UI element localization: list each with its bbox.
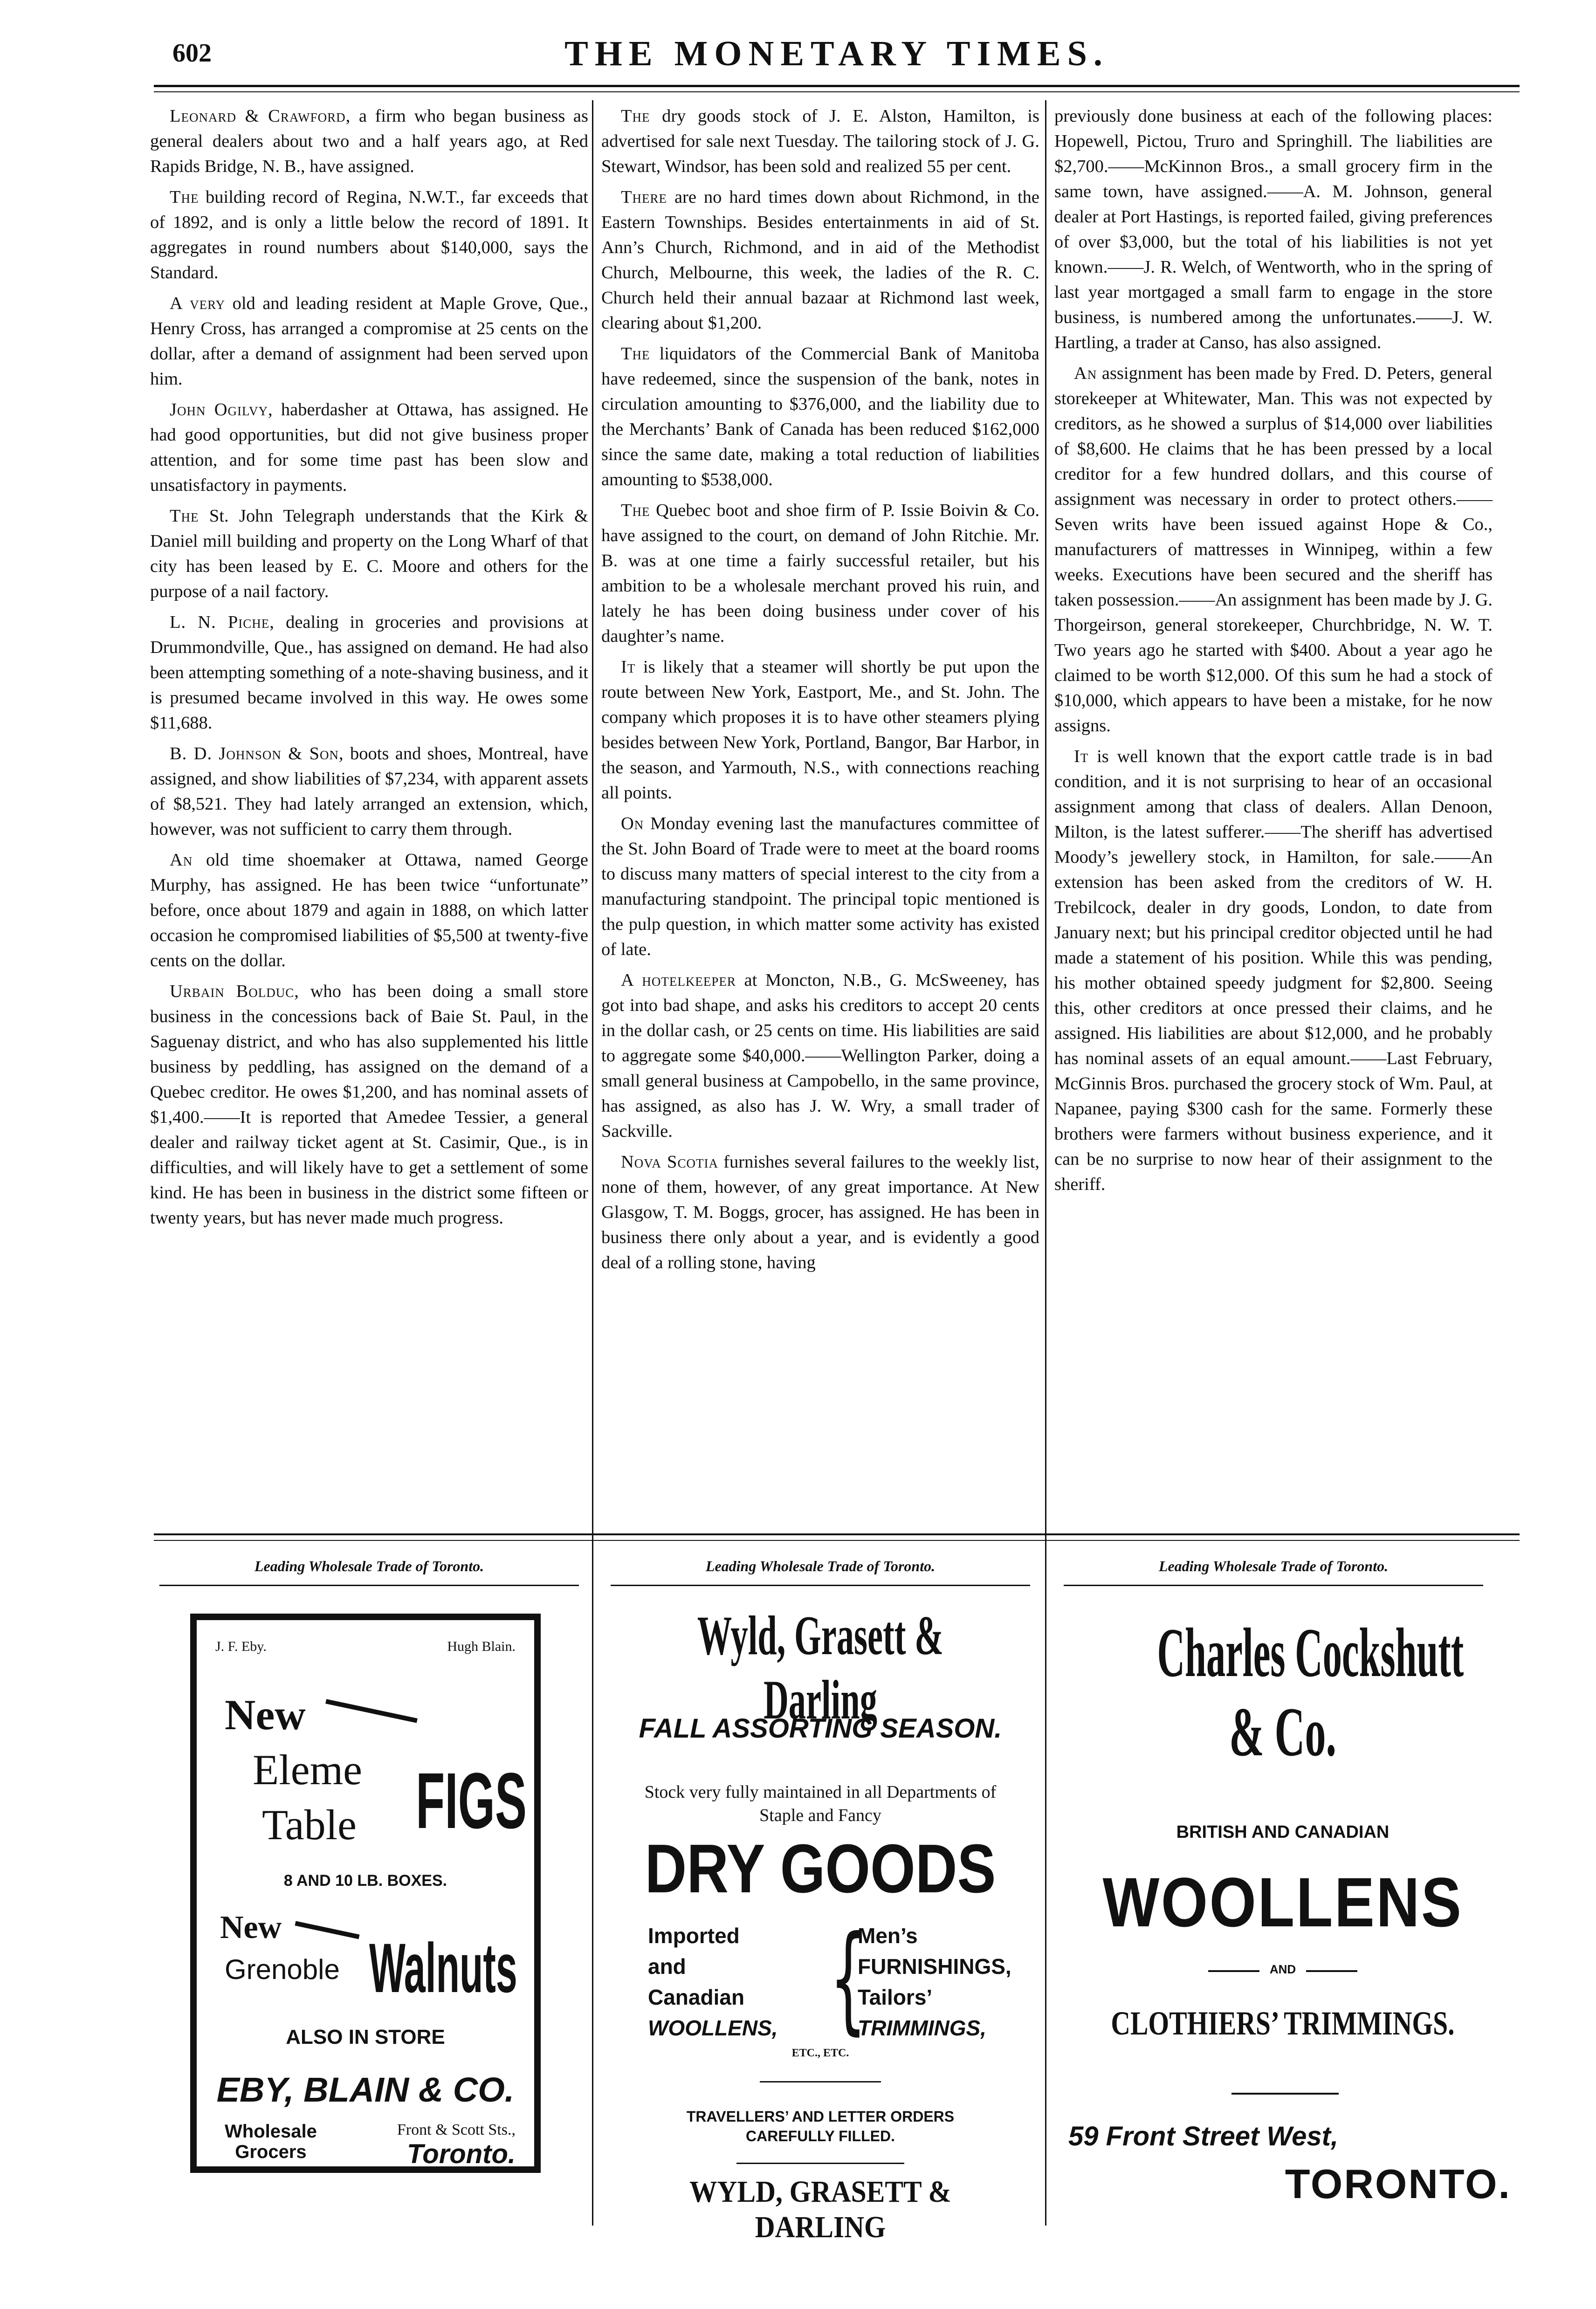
- article-paragraph: [150, 979, 588, 1230]
- left-item: Imported: [648, 1924, 740, 1948]
- firm-address: 59 Front Street West,: [1068, 2121, 1339, 2151]
- ad-label: Leading Wholesale Trade of Toronto.: [1158, 1558, 1389, 1574]
- word-grenoble: Grenoble: [225, 1954, 340, 1985]
- article-paragraph: [601, 1149, 1039, 1275]
- woollens-heading: WOOLLENS: [1102, 1863, 1463, 1941]
- paragraph-text: furnishes several failures to the weekly list, none of them, however, of any great importance. At New Glasgow, T. M. Boggs, grocer, has assigned. He has been in business there only about a year, and is evidently a good deal of a rolling stone, having: [601, 1152, 1039, 1272]
- paragraph-text: are no hard times down about Richmond, in the Eastern Townships. Besides entertainments in aid of St. Ann’s Church, Richmond, and in aid of the Methodist Church, Melbourne, this week, the ladies of the R. C. Church held their annual bazaar at Richmond last week, clearing about $1,200.: [601, 187, 1039, 333]
- page-header: [154, 34, 1520, 76]
- paragraph-lead: It: [1074, 747, 1089, 766]
- firm-address: Front & Scott Sts.,: [397, 2121, 516, 2138]
- divider-rule: [1231, 2093, 1339, 2095]
- paragraph-text: boots and shoes, Montreal, have assigned, and show liabilities of $7,234, with apparent assets of $8,521. They had lately arranged an extension, which, however, was not sufficient to carry them through.: [150, 744, 588, 839]
- firm-name: Wyld, Grasett & Darling: [697, 1604, 944, 1731]
- firm-name: EBY, BLAIN & CO.: [216, 2070, 515, 2109]
- article-paragraph: [150, 103, 588, 179]
- word-new: New: [225, 1691, 306, 1739]
- word-table: Table: [262, 1801, 357, 1849]
- trimmings-heading: CLOTHIERS’ TRIMMINGS.: [1111, 2005, 1455, 2042]
- paragraph-text: building record of Regina, N.W.T., far exceeds that of 1892, and is only a little below the record of 1891. It aggregates in round numbers about $140,000, says the Standard.: [150, 187, 588, 282]
- also-in-store: ALSO IN STORE: [286, 2026, 445, 2048]
- column-2: [601, 103, 1039, 1281]
- divider-rule: [760, 2081, 881, 2082]
- paragraph-text: Quebec boot and shoe firm of P. Issie Boivin & Co. have assigned to the court, on demand of John Ritchie. Mr. B. was at one time a fairly successful retailer, but his ambition to be a wholesale merchant proved his ruin, and lately he has been doing business under cover of his daughter’s name.: [601, 501, 1039, 646]
- masthead: THE MONETARY TIMES.: [564, 34, 1109, 73]
- paragraph-text: assignment has been made by Fred. D. Peters, general storekeeper at Whitewater, Man. This was not expected by creditors, as he showed a surplus of $14,000 over liabilities of $8,600. He claims that he has been pressed by a local creditor for a few hundred dollars, and this course of assignment was necessary in order to protect others.——Seven writs have been issued against Hope & Co., manufacturers of mattresses in Winnipeg, within a few weeks. Executions have been secured and the sheriff has taken possession.——An assignment has been made by J. G. Thorgeirson, general storekeeper, Churchbridge, N. W. T. Two years ago he started with $400. About a year ago he claimed to be worth $12,000. Of this sum he had a stock of $10,000, which appears to have been a mistake, for he now assigns.: [1054, 364, 1493, 735]
- paragraph-text: who has been doing a small store business in the concessions back of Baie St. Paul, in the Saguenay district, and who has also supplemented his little business by peddling, has assigned on the demand of a Quebec creditor. He owes $1,200, and has nominal assets of $1,400.——It is reported that Amedee Tessier, a general dealer and railway ticket agent at St. Casimir, Que., is in difficulties, and will likely have to get a settlement of some kind. He has been in business in the district some fifteen or twenty years, but has never made much progress.: [150, 982, 588, 1228]
- paragraph-lead: The: [170, 506, 199, 526]
- arrow-ornament: [295, 1921, 359, 1939]
- ad-wyld-grasett: [606, 1603, 1035, 2244]
- header-rule: [154, 85, 1520, 87]
- word-grocers: Grocers: [235, 2142, 307, 2162]
- box-sizes: 8 AND 10 LB. BOXES.: [283, 1872, 447, 1890]
- right-item: Men’s: [858, 1924, 918, 1948]
- right-item: Tailors’: [858, 1985, 933, 2009]
- word-wholesale: Wholesale: [225, 2121, 317, 2142]
- dry-goods-heading: DRY GOODS: [645, 1830, 996, 1907]
- paragraph-lead: It: [621, 657, 636, 677]
- ad-partners: [215, 1639, 516, 1655]
- travellers-line: TRAVELLERS’ AND LETTER ORDERS: [686, 2108, 955, 2125]
- article-paragraph: [150, 291, 588, 392]
- paragraph-lead: A very: [170, 294, 226, 313]
- divider-rule: [1306, 1970, 1357, 1972]
- article-paragraph: [601, 341, 1039, 492]
- firm-co: & Co.: [1229, 1693, 1336, 1771]
- paragraph-lead: L. N. Piche,: [170, 612, 275, 632]
- header-rule-thin: [154, 91, 1520, 92]
- ad-label: Leading Wholesale Trade of Toronto.: [705, 1558, 936, 1574]
- paragraph-text: old and leading resident at Maple Grove, Que., Henry Cross, has arranged a compromise at 25 cents on the dollar, after a demand of assignment had been served upon him.: [150, 294, 588, 389]
- article-paragraph: [150, 610, 588, 735]
- ad-label: Leading Wholesale Trade of Toronto.: [254, 1558, 484, 1574]
- ad-label-rule: [1064, 1585, 1483, 1586]
- article-paragraph: [150, 741, 588, 842]
- article-paragraph: [601, 498, 1039, 649]
- firm-signature: WYLD, GRASETT & DARLING: [689, 2175, 951, 2244]
- wholesale-grocers: [225, 2121, 317, 2162]
- article-paragraph: [601, 185, 1039, 336]
- word-eleme: Eleme: [253, 1746, 362, 1794]
- paragraph-text: haberdasher at Ottawa, has assigned. He had good opportunities, but did not give business proper attention, and for some time past has been slow and unsatisfactory in payments.: [150, 400, 588, 495]
- column-divider: [1045, 100, 1046, 2226]
- paragraph-text: is well known that the export cattle trade is in bad condition, and it is not surprising to hear of an occasional assignment among that class of dealers. Allan Denoon, Milton, is the latest sufferer.——The sheriff has advertised Moody’s jewellery stock, in Hamilton, for sale.——An extension has been asked from the creditors of W. H. Trebilcock, dealer in dry goods, London, to date from January next; but his principal creditor objected until he had made a statement of his position. While this was pending, his mother obtained speedy judgment for $2,800. Seeing this, other creditors at once pressed their claims, and he assigned. His liabilities are about $12,000, and he probably has nominal assets of an equal amount.——Last February, McGinnis Bros. purchased the grocery stock of Wm. Paul, at Napanee, paying $300 cash for the same. Formerly these brothers were farmers without business experience, and it can be no surprise to now hear of their assignment to the sheriff.: [1054, 747, 1493, 1194]
- firm-city: Toronto.: [407, 2139, 516, 2169]
- word-walnuts: Walnuts: [369, 1929, 517, 2007]
- british-canadian: BRITISH AND CANADIAN: [1176, 1822, 1390, 1842]
- paragraph-lead: Leonard & Crawford,: [170, 106, 351, 126]
- ad-cockshutt: [1054, 1603, 1511, 2207]
- paragraph-lead: The: [621, 501, 650, 520]
- filled-line: CAREFULLY FILLED.: [745, 2128, 895, 2144]
- paragraph-lead: Nova Scotia: [621, 1152, 718, 1172]
- firm-city: TORONTO.: [1285, 2161, 1511, 2207]
- article-paragraph: [150, 397, 588, 498]
- paragraph-lead: A hotelkeeper: [621, 970, 736, 990]
- left-item: and: [648, 1954, 686, 1979]
- column-1: [150, 103, 588, 1236]
- paragraph-lead: On: [621, 814, 644, 833]
- article-paragraph: [1054, 744, 1493, 1197]
- article-paragraph: [601, 811, 1039, 962]
- paragraph-text: a firm who began business as general dealers about two and a half years ago, at Red Rapids Bridge, N. B., have assigned.: [150, 106, 588, 176]
- paragraph-text: previously done business at each of the following places: Hopewell, Pictou, Truro and Springhill. The liabilities are $2,700.——McKinnon Bros., a small grocery firm in the same town, have assigned.——A. M. Johnson, general dealer at Port Hastings, is reported failed, giving preferences of over $3,000, but the total of his liabilities is not yet known.——J. R. Welch, of Wentworth, who in the spring of last year mortgaged a small farm to engage in the store business, is numbered among the unfortunates.——J. W. Hartling, a trader at Canso, has also assigned.: [1054, 106, 1493, 352]
- word-new-2: New: [220, 1910, 282, 1945]
- paragraph-lead: The: [621, 106, 650, 126]
- paragraph-lead: Urbain Bolduc,: [170, 982, 299, 1001]
- ad-eby-blain: [190, 1614, 541, 2173]
- left-item: Canadian: [648, 1985, 745, 2009]
- article-paragraph: [1054, 103, 1493, 355]
- article-paragraph: [1054, 361, 1493, 738]
- paragraph-text: dry goods stock of J. E. Alston, Hamilton, is advertised for sale next Tuesday. The tailoring stock of J. G. Stewart, Windsor, has been sold and realized 55 per cent.: [601, 106, 1039, 176]
- paragraph-text: St. John Telegraph understands that the Kirk & Daniel mill building and property on the Long Wharf of that city has been leased by E. C. Moore and others for the purpose of a nail factory.: [150, 506, 588, 601]
- right-item: FURNISHINGS,: [858, 1954, 1011, 1979]
- article-paragraph: [150, 847, 588, 973]
- partner-eby: J. F. Eby.: [215, 1639, 267, 1654]
- arrow-ornament: [325, 1699, 418, 1723]
- paragraph-lead: The: [621, 344, 650, 364]
- divider-rule: [736, 2163, 904, 2164]
- season-heading: FALL ASSORTING SEASON.: [639, 1713, 1002, 1744]
- partner-blain: Hugh Blain.: [447, 1639, 516, 1654]
- paragraph-text: old time shoemaker at Ottawa, named George Murphy, has assigned. He has been twice “unfortunate” before, once about 1879 and again in 1888, on which latter occasion he compromised liabilities of $5,500 at twenty-five cents on the dollar.: [150, 850, 588, 970]
- paragraph-lead: An: [1074, 364, 1097, 383]
- article-paragraph: [150, 503, 588, 604]
- firm-name: Charles Cockshutt: [1157, 1614, 1464, 1691]
- column-divider: [592, 100, 593, 2226]
- brace-ornament: {: [829, 1910, 867, 2046]
- paragraph-text: Monday evening last the manufactures committee of the St. John Board of Trade were to meet at the board rooms to discuss many matters of special interest to the city from a manufacturing standpoint. The principal topic mentioned is the pulp question, in which matter some activity has existed of late.: [601, 814, 1039, 959]
- travellers-notice: [606, 2107, 1035, 2146]
- ad-label-rule: [159, 1585, 579, 1586]
- paragraph-text: is likely that a steamer will shortly be put upon the route between New York, Eastport, Me., and St. John. The company which proposes it is to have other steamers plying besides between New York, Portland, Bangor, Bar Harbor, in the season, and Yarmouth, N.S., with connections reaching all points.: [601, 657, 1039, 803]
- ad-section-rule: [154, 1533, 1520, 1535]
- article-paragraph: [601, 103, 1039, 179]
- article-paragraph: [601, 968, 1039, 1144]
- paragraph-lead: B. D. Johnson & Son,: [170, 744, 344, 763]
- right-item: TRIMMINGS,: [858, 2016, 986, 2040]
- paragraph-lead: An: [170, 850, 193, 870]
- left-list: [648, 1920, 778, 2043]
- ad-section-rule-thin: [154, 1540, 1520, 1541]
- column-3: [1054, 103, 1493, 1203]
- paragraph-text: dealing in groceries and provisions at Drummondville, Que., has assigned on demand. He had also been attempting something of a note-shaving business, and it is presumed became involved in this way. He owes some $11,688.: [150, 612, 589, 733]
- paragraph-lead: The: [170, 187, 199, 207]
- word-figs: FIGS: [416, 1757, 527, 1845]
- paragraph-text: at Moncton, N.B., G. McSweeney, has got into bad shape, and asks his creditors to accept 20 cents in the dollar cash, or 25 cents on time. His liabilities are said to aggregate some $40,000.——Wellington Parker, doing a small general business at Campobello, in the same province, has assigned, as also has J. W. Wry, a small trader of Sackville.: [601, 970, 1039, 1141]
- article-paragraph: [601, 654, 1039, 805]
- paragraph-text: liquidators of the Commercial Bank of Manitoba have redeemed, since the suspension of the bank, notes in circulation amounting to $376,000, and the liability due to the Merchants’ Bank of Canada has been reduced $162,000 since the same date, making a total reduction of liabilities amounting to $538,000.: [601, 344, 1039, 489]
- right-list: [858, 1920, 1011, 2043]
- page-number: 602: [172, 39, 212, 68]
- ad-label-rule: [611, 1585, 1030, 1586]
- paragraph-lead: John Ogilvy,: [170, 400, 273, 419]
- and-word: AND: [1269, 1962, 1296, 1976]
- left-item: WOOLLENS,: [648, 2016, 778, 2040]
- article-paragraph: [150, 185, 588, 285]
- stock-notice: Stock very fully maintained in all Departments of Staple and Fancy: [644, 1782, 997, 1825]
- paragraph-lead: There: [621, 187, 667, 207]
- etc-line: ETC., ETC.: [791, 2047, 849, 2059]
